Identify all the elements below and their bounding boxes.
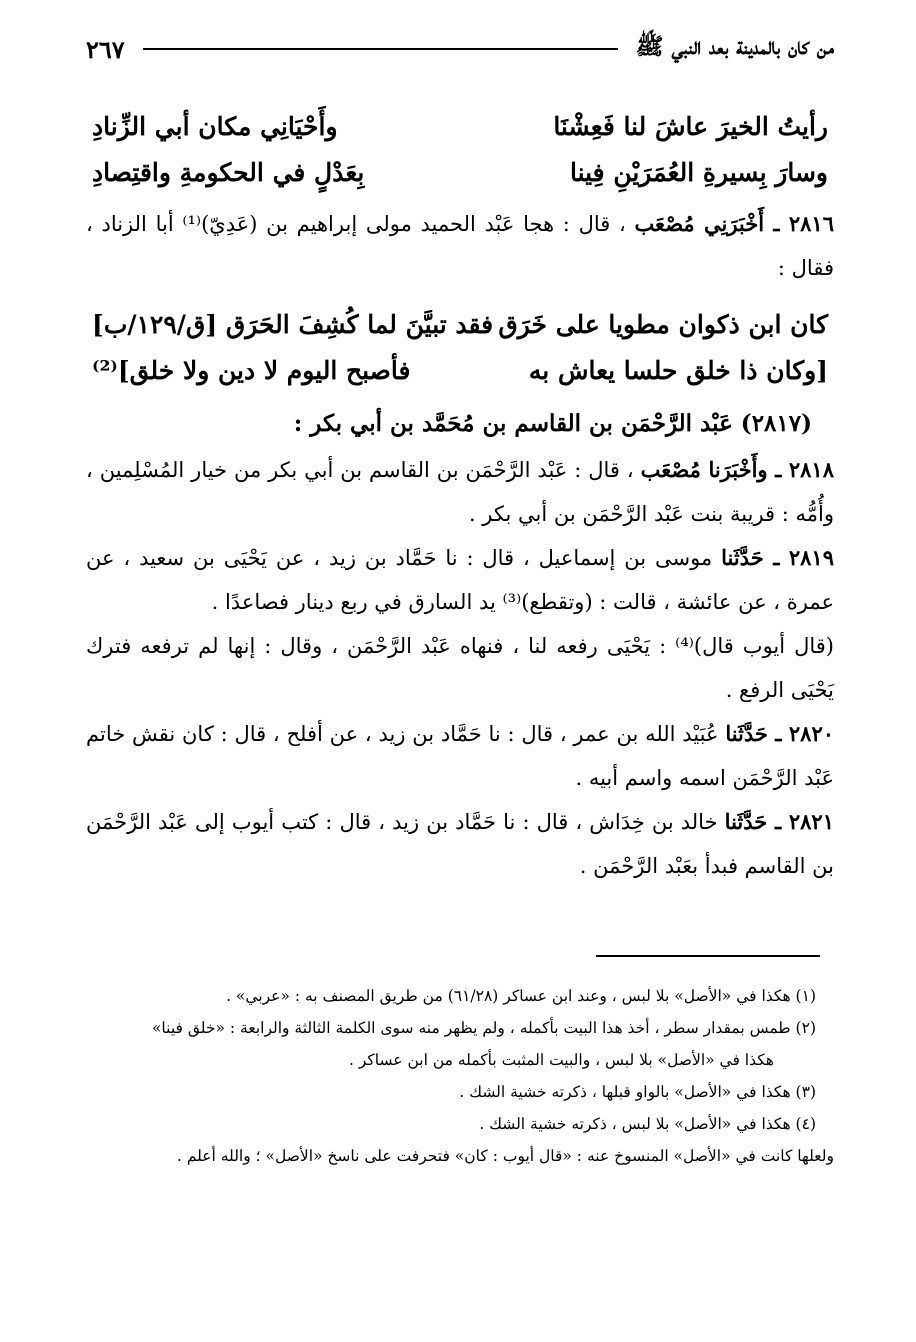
entry-heading-2817: (٢٨١٧) عَبْد الرَّحْمَن بن القاسم بن مُحَمَّد بن أبي بكر : <box>293 410 812 437</box>
paragraph-2820 <box>86 712 834 800</box>
footnotes <box>86 980 834 1172</box>
paragraph-text: ، قال : عَبْد الرَّحْمَن بن القاسم بن أبي بكر من خيار المُسْلِمين ، وأُمُّه : قريبة بنت عَبْد الرَّحْمَن بن أبي بكر . <box>86 458 834 526</box>
paragraph-text: موسى بن إسماعيل ، قال : نا حَمَّاد بن زيد ، عن يَحْيَى بن سعيد ، عن عمرة ، عن عائشة ، قالت : (وتقطع)⁽³⁾ يد السارق في ربع دينار فصاعدًا . <box>86 546 834 614</box>
footnote-4-continuation: ولعلها كانت في «الأصل» المنسوخ عنه : «قال أيوب : كان» فتحرفت على ناسخ «الأصل» ؛ والله أعلم . <box>176 1147 834 1165</box>
verse-first-hemistich: وسارَ بِسيرةِ العُمَرَيْنِ فِينا <box>569 158 828 187</box>
main-text <box>86 92 834 888</box>
paragraph-2816 <box>86 202 834 290</box>
footnote-3: (٣) هكذا في «الأصل» بالواو قبلها ، ذكرته خشية الشك . <box>459 1083 816 1101</box>
page-header <box>86 28 834 70</box>
verse-first-hemistich: كان ابن ذكوان مطويا على خَرَق <box>498 310 828 339</box>
verse-second-hemistich: بِعَدْلٍ في الحكومةِ واقتِصادِ <box>92 158 365 187</box>
footnote-2: (٢) طمس بمقدار سطر ، أخذ هذا البيت بأكمله ، ولم يظهر منه سوى الكلمة الثالثة والرابعة : «خلق فينا» <box>151 1019 816 1037</box>
paragraph-text: عُبَيْد الله بن عمر ، قال : نا حَمَّاد بن زيد ، عن أفلح ، قال : كان نقش خاتم عَبْد الرَّحْمَن اسمه واسم أبيه . <box>86 722 834 790</box>
paragraph-lead: ٢٨١٦ ـ أَخْبَرَنِي مُصْعَب <box>634 211 834 236</box>
verse-line <box>86 150 834 196</box>
paragraph-2818 <box>86 448 834 536</box>
verse-second-hemistich: فقد تبيَّنَ لما كُشِفَ الحَرَق [ق/١٢٩/ب] <box>92 310 494 339</box>
footnote-separator <box>596 955 820 957</box>
footnote-2-continuation: هكذا في «الأصل» بلا لبس ، والبيت المثبت بأكمله من ابن عساكر . <box>348 1051 774 1069</box>
paragraph-lead: ٢٨٢٠ ـ حَدَّثَنا <box>725 721 835 746</box>
verse-second-hemistich: فأصبح اليوم لا دين ولا خلق]⁽²⁾ <box>92 356 411 385</box>
page-number: ٢٦٧ <box>86 34 125 64</box>
paragraph-2819 <box>86 536 834 624</box>
running-title: من كان بالمدينة بعد النبي ﷺ <box>635 33 834 60</box>
verse-first-hemistich: [وكان ذا خلق حلسا يعاش به <box>528 356 828 385</box>
paragraph-lead: ٢٨١٨ ـ وأَخْبَرَنا مُصْعَب <box>640 457 834 482</box>
verse-line <box>86 302 834 348</box>
verse-second-hemistich: وأَحْيَانِي مكان أبي الزِّنادِ <box>92 112 338 141</box>
verse-line <box>86 104 834 150</box>
footnote-1: (١) هكذا في «الأصل» بلا لبس ، وعند ابن عساكر (٦١/٢٨) من طريق المصنف به : «عربي» . <box>226 987 816 1005</box>
paragraph-lead: ٢٨١٩ ـ حَدَّثَنا <box>721 545 834 570</box>
paragraph-text: ، قال : هجا عَبْد الحميد مولى إبراهيم بن (عَدِيّ)⁽¹⁾ أبا الزناد ، فقال : <box>86 212 834 280</box>
header-rule <box>143 48 618 50</box>
paragraph-ayyub: (قال أيوب قال)⁽⁴⁾ : يَحْيَى رفعه لنا ، فنهاه عَبْد الرَّحْمَن ، وقال : إنها لم ترفعه فترك يَحْيَى الرفع . <box>86 634 834 702</box>
verse-line <box>86 348 834 394</box>
poem-verses-2 <box>86 302 834 394</box>
poem-verses-1 <box>86 104 834 196</box>
footnote-4: (٤) هكذا في «الأصل» بلا لبس ، ذكرته خشية الشك . <box>479 1115 816 1133</box>
paragraph-text: خالد بن خِدَاش ، قال : نا حَمَّاد بن زيد ، قال : كتب أيوب إلى عَبْد الرَّحْمَن بن القاسم فبدأ بعَبْد الرَّحْمَن . <box>86 810 834 878</box>
paragraph-2821 <box>86 800 834 888</box>
verse-first-hemistich: رأيتُ الخيرَ عاشَ لنا فَعِشْنَا <box>553 112 828 141</box>
paragraph-lead: ٢٨٢١ ـ حَدَّثَنا <box>724 809 834 834</box>
